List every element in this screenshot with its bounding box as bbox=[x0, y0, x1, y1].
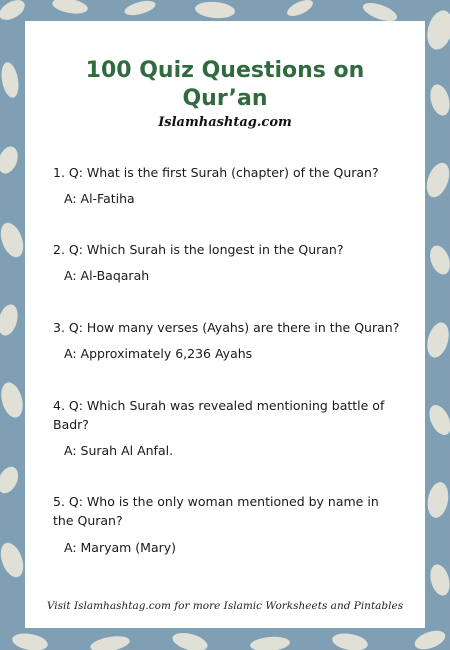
question-1: 1. Q: What is the first Surah (chapter) of the Quran? bbox=[53, 165, 379, 180]
site-name: Islamhashtag.com bbox=[158, 115, 292, 130]
page-title-line-1: 100 Quiz Questions on bbox=[85, 58, 365, 83]
answer-5: A: Maryam (Mary) bbox=[64, 540, 177, 555]
question-3: 3. Q: How many verses (Ayahs) are there in the Quran? bbox=[53, 320, 400, 335]
answer-3: A: Approximately 6,236 Ayahs bbox=[64, 346, 253, 361]
question-4: 4. Q: Which Surah was revealed mentioning battle of Badr? bbox=[53, 398, 385, 432]
answer-1: A: Al-Fatiha bbox=[64, 191, 135, 206]
worksheet-card bbox=[25, 21, 425, 628]
question-2: 2. Q: Which Surah is the longest in the Quran? bbox=[53, 242, 344, 257]
question-5: 5. Q: Who is the only woman mentioned by name in the Quran? bbox=[53, 494, 379, 528]
answer-4: A: Surah Al Anfal. bbox=[64, 443, 174, 458]
page-title-line-2: Qur’an bbox=[182, 86, 268, 111]
answer-2: A: Al-Baqarah bbox=[64, 268, 150, 283]
footer-note: Visit Islamhashtag.com for more Islamic Worksheets and Pintables bbox=[46, 600, 404, 612]
